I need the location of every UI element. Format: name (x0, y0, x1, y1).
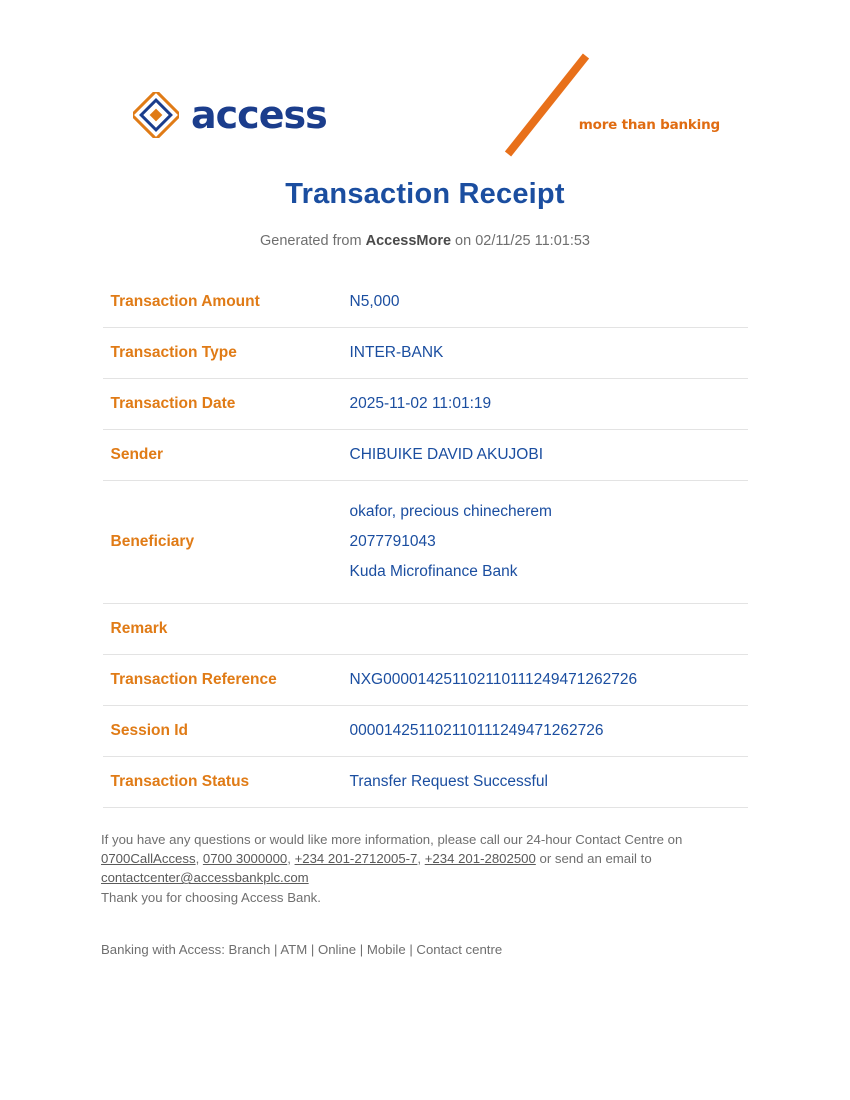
row-label: Transaction Amount (110, 293, 260, 310)
row-value (343, 481, 748, 604)
brand-name: access (191, 93, 327, 137)
page-footer (101, 830, 749, 959)
footer-sep: , (195, 851, 203, 867)
row-value (343, 277, 748, 328)
value-line: Kuda Microfinance Bank (349, 563, 518, 580)
row-label: Transaction Status (110, 773, 250, 790)
row-value (343, 604, 748, 655)
footer-intro: If you have any questions or would like more information, please call our 24-hour Contact Centre on (101, 832, 683, 847)
brand-logo (133, 92, 327, 138)
table-row (103, 757, 748, 808)
brand-tagline: more than banking (578, 117, 720, 133)
table-row (103, 277, 748, 328)
generated-suffix: on 02/11/25 11:01:53 (451, 233, 590, 249)
row-label: Transaction Date (110, 395, 236, 412)
footer-mid: or send an email to (535, 851, 652, 867)
phone-link-0700-3000000[interactable]: 0700 3000000 (202, 851, 288, 867)
value-line: 000014251102110111249471262726 (349, 722, 604, 739)
orange-slash-icon (500, 50, 596, 160)
page-header (0, 0, 850, 170)
row-label: Beneficiary (110, 533, 195, 550)
table-row (103, 481, 748, 604)
phone-link-0700callaccess[interactable]: 0700CallAccess (101, 851, 196, 867)
phone-link-2802500[interactable]: +234 201-2802500 (424, 851, 536, 867)
page-title: Transaction Receipt (285, 178, 565, 210)
row-label: Transaction Reference (110, 671, 277, 688)
value-line: N5,000 (349, 293, 400, 310)
table-row (103, 430, 748, 481)
value-line: 2025-11-02 11:01:19 (349, 395, 492, 412)
thank-you-note: Thank you for choosing Access Bank. (101, 890, 321, 906)
email-link[interactable]: contactcenter@accessbankplc.com (101, 870, 309, 886)
contact-paragraph (101, 830, 749, 887)
footer-sep: , (417, 851, 425, 867)
value-line: INTER-BANK (349, 344, 444, 361)
table-row (103, 379, 748, 430)
brand-tagline-block (490, 50, 720, 160)
generated-prefix: Generated from (260, 233, 366, 249)
value-line: NXG000014251102110111249471262726 (349, 671, 638, 688)
value-line (350, 620, 748, 638)
value-line: okafor, precious chinecherem (349, 503, 552, 520)
generated-app: AccessMore (365, 233, 452, 249)
row-label: Sender (110, 446, 164, 463)
value-line: 2077791043 (349, 533, 436, 550)
phone-link-2712005[interactable]: +234 201-2712005-7 (294, 851, 418, 867)
row-label: Session Id (110, 722, 189, 739)
table-row (103, 328, 748, 379)
footer-sep: , (287, 851, 295, 867)
banking-channels-note: Banking with Access: Branch | ATM | Online | Mobile | Contact centre (101, 941, 503, 957)
row-label: Remark (110, 620, 168, 637)
row-value (343, 706, 748, 757)
table-row (103, 655, 748, 706)
transaction-details-table (103, 277, 748, 808)
row-value (343, 328, 748, 379)
value-line: Transfer Request Successful (349, 773, 548, 790)
table-row (103, 706, 748, 757)
row-value (343, 655, 748, 706)
access-diamond-logo-icon (133, 92, 179, 138)
row-value (343, 757, 748, 808)
value-line: CHIBUIKE DAVID AKUJOBI (349, 446, 544, 463)
row-label: Transaction Type (110, 344, 237, 361)
table-row (103, 604, 748, 655)
row-value (343, 430, 748, 481)
generated-info (0, 233, 850, 249)
row-value (343, 379, 748, 430)
